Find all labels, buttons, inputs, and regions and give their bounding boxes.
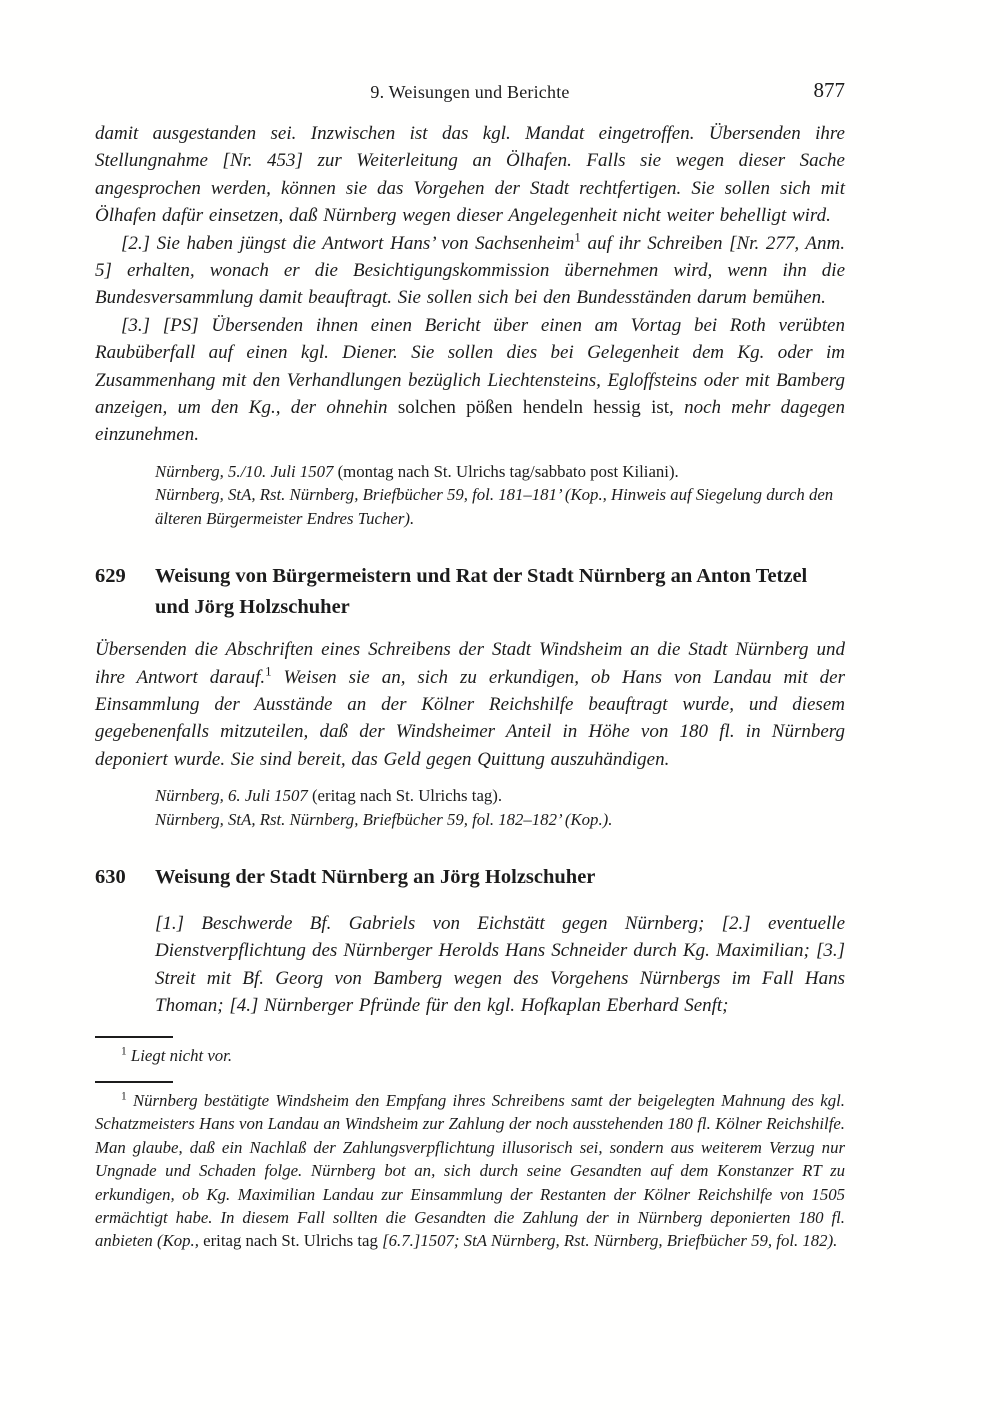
entry-629-summary (95, 636, 845, 773)
paragraph-3: [3.] [PS] Übersenden ihnen einen Bericht über einen am Vortag bei Roth verübten Raubüberfall auf einen kgl. Diener. Sie sollen dies bei Gelegenheit dem Kg. oder im Zusammenhang mit den Verhandlungen bezüglich Liechtensteins, Egloffsteins oder mit Bamberg anzeigen, um den Kg., der ohnehin solchen pößen hendeln hessig ist, noch mehr dagegen einzunehmen. (95, 314, 845, 446)
section-heading-630 (95, 862, 845, 893)
date-source-block (155, 460, 845, 530)
footnote-block-1 (95, 1036, 845, 1067)
footnote-2: $^1$ Nürnberg bestätigte Windsheim den Empfang ihres Schreibens samt der beigelegten Mahnung des kgl. Schatzmeisters Hans von Landau an Windsheim zur Zahlung der noch ausstehenden 180 fl. Kölner Reichshilfe. Man glaube, daß ein Nachlaß der Zahlungsverpflichtung illusorisch sei, sondern aus weiterem Verzug nur Ungnade und Schaden folge. Nürnberg bot an, sich durch seine Gesandten auf dem Konstanzer RT zu erkundigen, ob Kg. Maximilian Landau zur Einsammlung der Restanten der Kölner Reichshilfe von 1505 ermächtigt habe. In diesem Fall sollten die Gesandten die Zahlung der in Nürnberg deponierten 180 fl. anbieten (Kop., eritag nach St. Ulrichs tag [6.7.]1507; StA Nürnberg, Rst. Nürnberg, Briefbücher 59, fol. 182). (95, 1090, 845, 1251)
running-head: 9. Weisungen und Berichte (370, 82, 570, 102)
text-block (95, 0, 845, 1253)
source-line: Nürnberg, StA, Rst. Nürnberg, Briefbücher 59, fol. 182–182’ (Kop.). (155, 809, 613, 829)
footnote-separator (95, 1036, 173, 1038)
dateline: Nürnberg, 6. Juli 1507 (eritag nach St. Ulrichs tag). (155, 786, 503, 806)
entry-continuation (95, 120, 845, 449)
paragraph-2: [2.] Sie haben jüngst die Antwort Hans’ von Sachsenheim$^1$ auf ihr Schreiben [Nr. 277, Anm. 5] erhalten, wonach er die Besichtigungskommission übernehmen wird, wenn ihn die Bundesversammlung damit beauftragt. Sie sollen sich bei den Bundesständen darum bemühen. (95, 229, 845, 309)
footnote-separator (95, 1081, 173, 1083)
paragraph-continuation: damit ausgestanden sei. Inzwischen ist das kgl. Mandat eingetroffen. Übersenden ihre Stellungnahme [Nr. 453] zur Weiterleitung an Ölhafen. Falls sie wegen dieser Sache angesprochen werden, können sie das Vorgehen der Stadt rechtfertigen. Sie sollen sich mit Ölhafen dafür einsetzen, daß Nürnberg wegen dieser Angelegenheit nicht weiter behelligt wird. (95, 123, 845, 227)
entry-630-summary (155, 910, 845, 1020)
section-title: Weisung der Stadt Nürnberg an Jörg Holzschuher (155, 865, 596, 888)
footnote-1: $^1$ Liegt nicht vor. (121, 1044, 233, 1065)
section-heading-629 (95, 561, 845, 623)
date-source-block-629 (155, 784, 845, 831)
dateline: Nürnberg, 5./10. Juli 1507 (montag nach St. Ulrichs tag/sabbato post Kiliani). (155, 461, 679, 481)
page-number: 877 (813, 78, 845, 102)
paragraph-summary-629: Übersenden die Abschriften eines Schreibens der Stadt Windsheim an die Stadt Nürnberg und ihre Antwort darauf.$^1$ Weisen sie an, sich zu erkundigen, ob Hans von Landau mit der Einsammlung der Ausstände an der Kölner Reichshilfe beauftragt wurde, und diesem gegebenenfalls mitzuteilen, daß der Windsheimer Anteil in Höhe von 180 fl. in Nürnberg deponiert wurde. Sie sind bereit, das Geld gegen Quittung auszuhändigen. (95, 639, 846, 770)
section-number: 629 (95, 565, 126, 588)
footnote-block-2 (95, 1081, 845, 1253)
section-number: 630 (95, 865, 126, 888)
paragraph-summary-630: [1.] Beschwerde Bf. Gabriels von Eichstätt gegen Nürnberg; [2.] eventuelle Dienstverpflichtung des Nürnberger Herolds Hans Schneider durch Kg. Maximilian; [3.] Streit mit Bf. Georg von Bamberg wegen des Vorgehens Nürnbergs im Fall Hans Thoman; [4.] Nürnberger Pfründe für den kgl. Hofkaplan Eberhard Senft; (155, 912, 845, 1017)
running-head-row (95, 80, 845, 104)
source-line: Nürnberg, StA, Rst. Nürnberg, Briefbücher 59, fol. 181–181’ (Kop., Hinweis auf Siegelung durch den älteren Bürgermeister Endres Tucher). (155, 485, 834, 528)
section-title: Weisung von Bürgermeistern und Rat der Stadt Nürnberg an Anton Tetzel und Jörg Holzschuher (155, 565, 808, 619)
